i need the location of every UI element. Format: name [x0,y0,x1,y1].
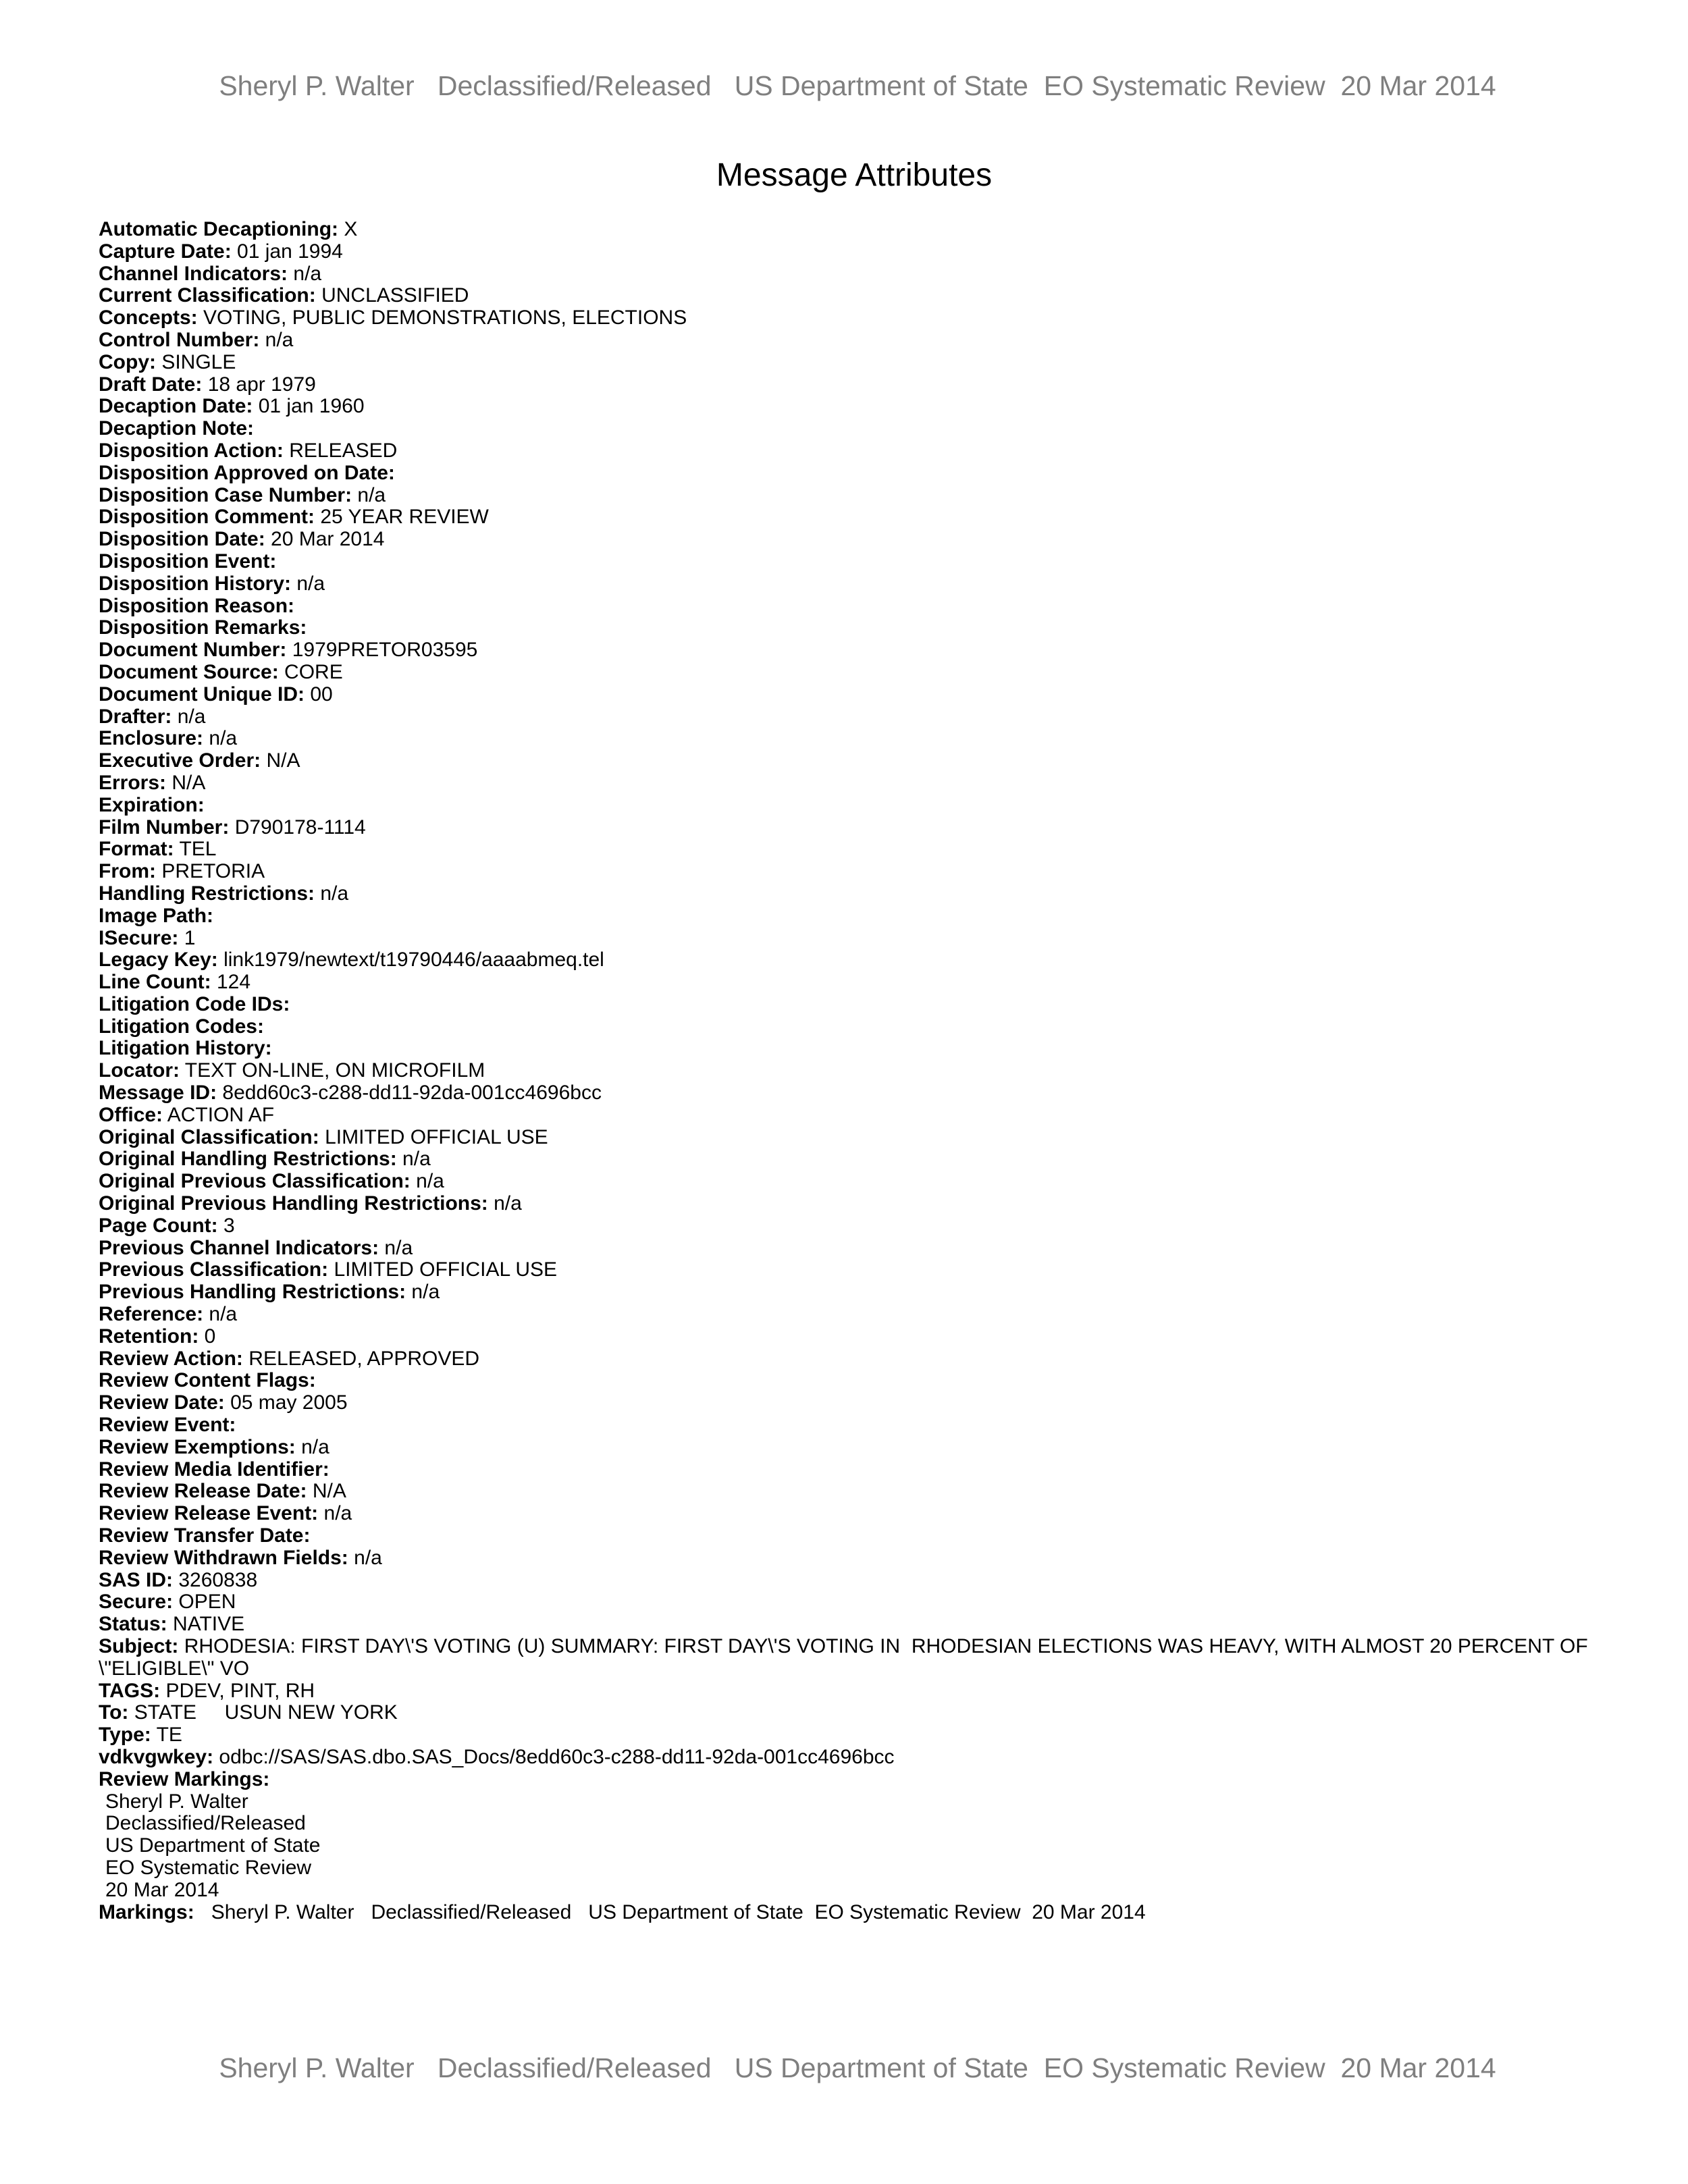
attribute-label: Review Event: [99,1414,236,1437]
attribute-label: Control Number: [99,328,260,351]
attribute-row [99,440,1611,462]
attribute-row [99,1503,1611,1525]
attribute-value: link1979/newtext/t19790446/aaaabmeq.tel [217,949,604,971]
attribute-label: Disposition History: [99,572,292,595]
attribute-label: Handling Restrictions: [99,882,315,905]
review-markings-row [99,1769,1611,1791]
attribute-row [99,1481,1611,1503]
attribute-row [99,1193,1611,1215]
attribute-label: Document Unique ID: [99,683,305,705]
attribute-value: 00 [305,683,333,705]
attribute-label: Errors: [99,771,167,794]
attribute-label: vdkvgwkey: [99,1745,214,1768]
attribute-label: Film Number: [99,816,230,838]
attribute-label: TAGS: [99,1679,161,1702]
attribute-row [99,307,1611,329]
attribute-value: n/a [203,1303,238,1326]
attribute-label: Disposition Remarks: [99,616,307,639]
review-marking-line: US Department of State [105,1834,321,1857]
attribute-row [99,728,1611,750]
attribute-row [99,1148,1611,1171]
attribute-row [99,1348,1611,1370]
attribute-label: ISecure: [99,926,179,949]
attribute-row [99,1237,1611,1260]
attribute-label: Review Withdrawn Fields: [99,1546,348,1569]
attribute-label: Review Release Date: [99,1480,307,1503]
attribute-row [99,1127,1611,1149]
attribute-label: Original Previous Handling Restrictions: [99,1192,488,1215]
attribute-value: 18 apr 1979 [202,373,316,396]
attribute-label: Review Content Flags: [99,1369,316,1392]
attribute-label: From: [99,860,156,883]
attribute-value: 1979PRETOR03595 [286,639,478,662]
attribute-row [99,1370,1611,1392]
attribute-label: Review Markings: [99,1767,270,1790]
attribute-label: Litigation History: [99,1037,272,1060]
attribute-row [99,1326,1611,1348]
attribute-row [99,529,1611,551]
attribute-list [99,219,1611,1923]
attribute-row [99,1259,1611,1281]
attribute-label: Locator: [99,1059,180,1082]
attribute-row [99,506,1611,529]
attribute-value: odbc://SAS/SAS.dbo.SAS_Docs/8edd60c3-c288-dd11-92da-001cc4696bcc [213,1745,895,1768]
declassification-banner-bottom: Sheryl P. Walter Declassified/Released US Department of State EO Systematic Review 20 Mar 2014 [219,2052,1496,2083]
attribute-row [99,905,1611,928]
attribute-value: n/a [203,727,238,750]
attribute-row [99,374,1611,396]
attribute-value: n/a [315,882,349,905]
attribute-row [99,1414,1611,1437]
attribute-value: OPEN [173,1591,236,1614]
attribute-value: N/A [307,1480,346,1503]
attribute-value: VOTING, PUBLIC DEMONSTRATIONS, ELECTIONS [197,307,687,329]
attribute-label: Copy: [99,350,156,373]
attribute-row [99,928,1611,950]
attribute-label: Disposition Event: [99,550,277,572]
attribute-label: Review Date: [99,1391,225,1414]
attribute-value: n/a [487,1192,522,1215]
attribute-value: 3 [217,1214,235,1237]
attribute-value: n/a [410,1170,444,1193]
attribute-value: UNCLASSIFIED [315,284,469,307]
attribute-value: PRETORIA [156,860,265,883]
attribute-row [99,263,1611,286]
attribute-label: Concepts: [99,307,198,329]
attribute-row [99,595,1611,618]
attribute-value: N/A [261,749,300,772]
attribute-value: n/a [352,483,386,506]
attribute-label: Legacy Key: [99,949,218,971]
attribute-label: Disposition Approved on Date: [99,461,395,484]
attribute-value: 01 jan 1994 [231,240,343,263]
attribute-row [99,706,1611,728]
attribute-row [99,1724,1611,1747]
attribute-row [99,1060,1611,1082]
attribute-row [99,396,1611,418]
review-marking-line: Sheryl P. Walter [105,1790,248,1813]
attribute-label: Review Exemptions: [99,1435,296,1458]
attribute-row [99,1104,1611,1127]
attribute-value: 1 [178,926,196,949]
attribute-label: Status: [99,1613,167,1636]
attribute-row [99,662,1611,684]
attribute-row [99,329,1611,352]
attribute-value: n/a [318,1502,352,1525]
attribute-value: TEL [174,838,217,861]
attribute-label: Decaption Note: [99,417,255,440]
attribute-row [99,1459,1611,1481]
attribute-value: 25 YEAR REVIEW [315,506,489,529]
attribute-label: Drafter: [99,705,172,728]
attribute-value: LIMITED OFFICIAL USE [319,1125,548,1148]
attribute-row [99,551,1611,573]
attribute-row [99,1591,1611,1614]
attribute-label: Previous Classification: [99,1258,329,1281]
attribute-value: 3260838 [173,1568,258,1591]
attribute-row [99,949,1611,971]
attribute-label: Current Classification: [99,284,316,307]
attribute-value: n/a [259,328,294,351]
attribute-value: n/a [295,1435,329,1458]
attribute-row [99,1680,1611,1703]
markings-row [99,1902,1611,1924]
attribute-value: 01 jan 1960 [253,395,365,418]
attribute-label: Office: [99,1103,163,1126]
attribute-value: Sheryl P. Walter Declassified/Released US Department of State EO Systematic Review 20 Mar 2014 [194,1900,1146,1923]
attribute-label: Review Media Identifier: [99,1458,329,1481]
review-marking-line: EO Systematic Review [105,1856,312,1879]
attribute-row [99,219,1611,241]
attribute-row [99,418,1611,440]
attribute-label: SAS ID: [99,1568,174,1591]
attribute-row [99,795,1611,817]
attribute-label: Reference: [99,1303,204,1326]
attribute-row [99,1215,1611,1237]
attribute-row [99,1016,1611,1038]
attribute-label: Review Action: [99,1347,243,1370]
attribute-label: Subject: [99,1635,179,1657]
attribute-value: 20 Mar 2014 [265,528,385,551]
attribute-label: Disposition Reason: [99,594,295,617]
attribute-row [99,1570,1611,1592]
attribute-label: Retention: [99,1325,199,1348]
attribute-row [99,1702,1611,1724]
attribute-value: n/a [406,1281,440,1304]
attribute-value: X [338,218,358,240]
attribute-value: CORE [278,660,343,683]
attribute-row [99,838,1611,861]
attribute-label: Original Classification: [99,1125,319,1148]
attribute-row [99,462,1611,485]
attribute-row [99,241,1611,263]
attribute-label: Image Path: [99,904,214,927]
attribute-row [99,861,1611,883]
attribute-row [99,1082,1611,1104]
attribute-label: Message ID: [99,1082,217,1104]
attribute-value: 05 may 2005 [224,1391,348,1414]
attribute-value: STATE USUN NEW YORK [128,1701,398,1724]
attribute-value: n/a [291,572,325,595]
attribute-value: TEXT ON-LINE, ON MICROFILM [180,1059,485,1082]
attribute-value: n/a [288,262,322,285]
attribute-label: Review Release Event: [99,1502,319,1525]
attribute-value: 124 [211,971,251,994]
attribute-value: n/a [348,1546,382,1569]
attribute-row [99,1636,1611,1680]
attribute-value: n/a [379,1236,413,1259]
attribute-label: Executive Order: [99,749,261,772]
attribute-row [99,971,1611,994]
attribute-label: Expiration: [99,793,205,816]
attribute-label: Disposition Date: [99,528,265,551]
attribute-label: Secure: [99,1591,174,1614]
review-marking-line: 20 Mar 2014 [105,1878,219,1901]
attribute-label: Channel Indicators: [99,262,288,285]
attribute-row [99,485,1611,507]
attribute-label: Review Transfer Date: [99,1524,311,1547]
attribute-value: LIMITED OFFICIAL USE [328,1258,558,1281]
attribute-row [99,1437,1611,1459]
attribute-value: ACTION AF [163,1103,275,1126]
attribute-value: RELEASED [283,439,398,462]
review-marking-line: Declassified/Released [105,1812,306,1835]
attribute-label: Previous Channel Indicators: [99,1236,379,1259]
attribute-row [99,1747,1611,1769]
attribute-label: Line Count: [99,971,211,994]
attribute-row [99,684,1611,706]
attribute-row [99,1392,1611,1414]
attribute-row [99,573,1611,595]
attribute-value: n/a [396,1148,431,1171]
attribute-label: Capture Date: [99,240,232,263]
attribute-row [99,1614,1611,1636]
attribute-row [99,639,1611,662]
attribute-row [99,750,1611,772]
attribute-value: D790178-1114 [229,816,366,838]
attribute-label: Litigation Codes: [99,1015,264,1038]
attribute-row [99,285,1611,307]
declassification-banner-top: Sheryl P. Walter Declassified/Released US Department of State EO Systematic Review 20 Mar 2014 [219,70,1496,101]
attribute-label: Litigation Code IDs: [99,992,290,1015]
attribute-value: SINGLE [156,350,236,373]
attribute-label: Type: [99,1724,151,1747]
attribute-label: Document Number: [99,639,287,662]
attribute-value: n/a [172,705,206,728]
attribute-rows [99,219,1611,1769]
attribute-value: PDEV, PINT, RH [160,1679,315,1702]
attribute-label: Page Count: [99,1214,218,1237]
attribute-row [99,1038,1611,1060]
attribute-label: Automatic Decaptioning: [99,218,339,240]
attribute-label: Disposition Comment: [99,506,315,529]
attribute-label: Original Handling Restrictions: [99,1148,397,1171]
attribute-label: Document Source: [99,660,279,683]
attribute-value: 0 [199,1325,216,1348]
attribute-value: TE [151,1724,182,1747]
attribute-row [99,352,1611,374]
page-title: Message Attributes [716,157,993,193]
attribute-label: Enclosure: [99,727,204,750]
attribute-label: Draft Date: [99,373,203,396]
attribute-label: Previous Handling Restrictions: [99,1281,406,1304]
attribute-label: To: [99,1701,129,1724]
attribute-value: N/A [166,771,206,794]
attribute-row [99,772,1611,795]
attribute-value: NATIVE [167,1613,245,1636]
attribute-label: Disposition Action: [99,439,284,462]
attribute-row [99,1547,1611,1570]
attribute-label: Decaption Date: [99,395,253,418]
attribute-value: 8edd60c3-c288-dd11-92da-001cc4696bcc [217,1082,602,1104]
review-markings-lines [99,1791,1611,1902]
attribute-label: Disposition Case Number: [99,483,352,506]
attribute-label: Format: [99,838,174,861]
attribute-row [99,817,1611,839]
attribute-row [99,1171,1611,1193]
attribute-label: Markings: [99,1900,194,1923]
attribute-value: RELEASED, APPROVED [242,1347,480,1370]
attribute-row [99,1304,1611,1326]
attribute-row [99,617,1611,639]
attribute-row [99,1281,1611,1304]
attribute-row [99,994,1611,1016]
attribute-row [99,1525,1611,1547]
attribute-value: RHODESIA: FIRST DAY\'S VOTING (U) SUMMARY: FIRST DAY\'S VOTING IN RHODESIAN ELECTIONS WAS HEAVY, WITH ALMOST 20 PERCENT OF \"ELIGIBLE\" VO [99,1635,1594,1680]
attribute-label: Original Previous Classification: [99,1170,411,1193]
attribute-row [99,883,1611,905]
